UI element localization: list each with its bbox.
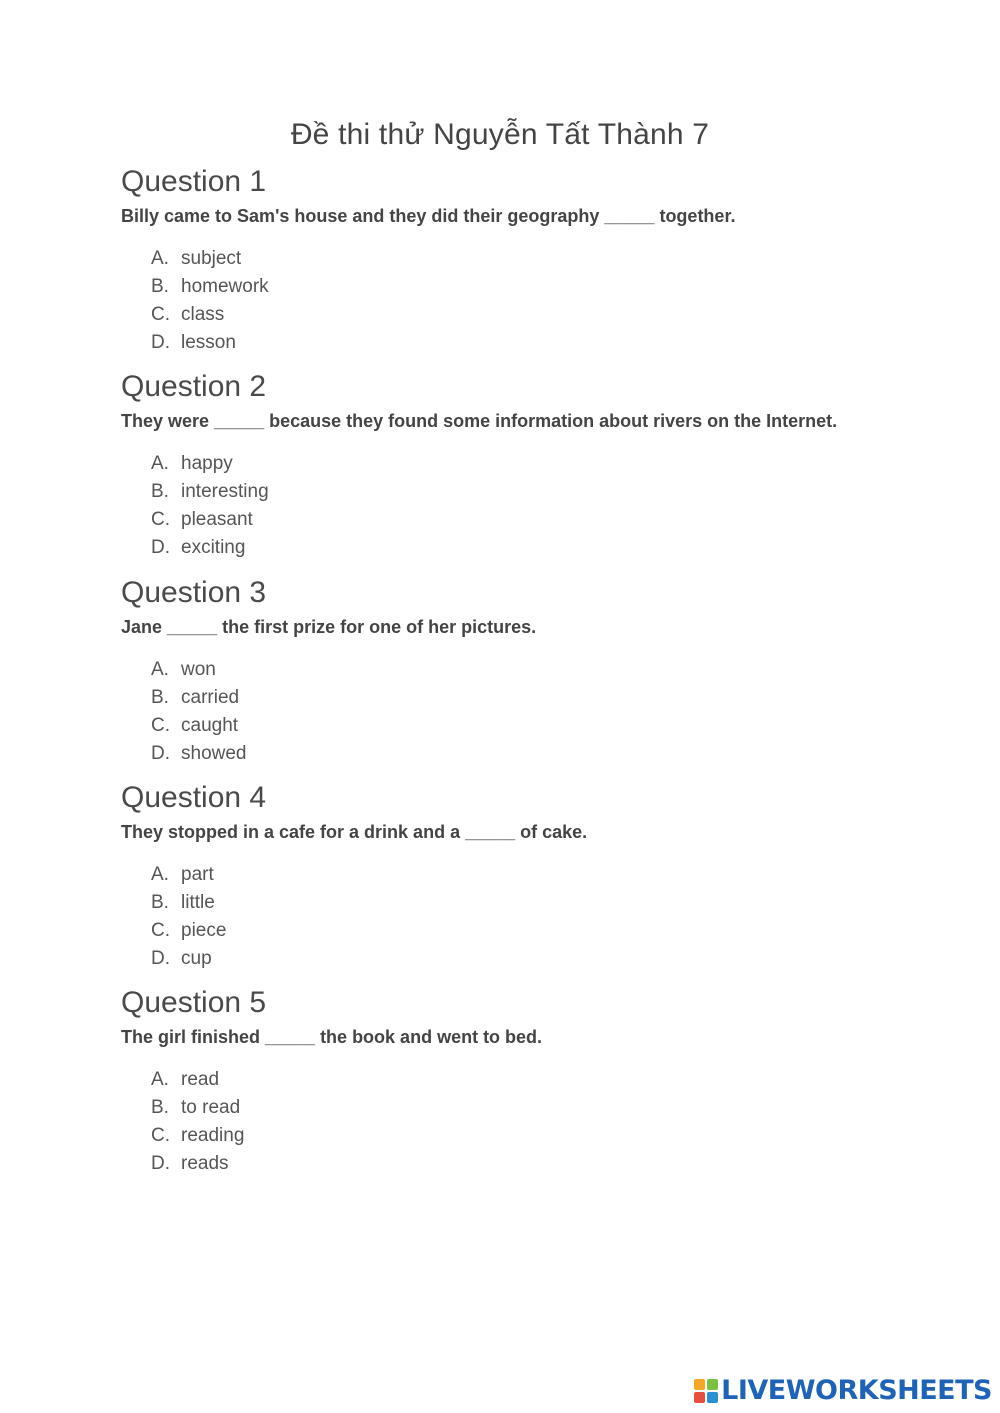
option-letter: B.	[151, 276, 169, 297]
option-d[interactable]	[121, 740, 941, 768]
option-text: reading	[181, 1125, 245, 1146]
question-prompt: They were _____ because they found some information about rivers on the Internet.	[121, 411, 838, 431]
option-letter: D.	[151, 743, 170, 764]
option-text: cup	[181, 948, 212, 969]
logo-tile	[694, 1379, 705, 1390]
option-letter: A.	[151, 864, 169, 885]
option-b[interactable]	[121, 684, 941, 712]
question-prompt: Billy came to Sam's house and they did their geography _____ together.	[121, 206, 736, 226]
answer-options	[121, 861, 941, 973]
question-3	[121, 575, 941, 768]
logo-tile	[707, 1379, 718, 1390]
option-text: showed	[181, 743, 247, 764]
option-letter: B.	[151, 892, 169, 913]
option-d[interactable]	[121, 1150, 941, 1178]
option-text: exciting	[181, 537, 246, 558]
option-text: homework	[181, 276, 269, 297]
option-b[interactable]	[121, 889, 941, 917]
option-text: caught	[181, 715, 239, 736]
page-title: Đề thi thử Nguyễn Tất Thành 7	[290, 118, 710, 151]
option-a[interactable]	[121, 656, 941, 684]
question-heading: Question 2	[121, 370, 267, 403]
option-text: read	[181, 1069, 220, 1090]
option-d[interactable]	[121, 329, 941, 357]
answer-options	[121, 450, 941, 562]
option-text: little	[181, 892, 215, 913]
question-prompt: The girl finished _____ the book and went to bed.	[121, 1027, 543, 1047]
option-letter: B.	[151, 687, 169, 708]
option-letter: C.	[151, 1125, 170, 1146]
option-a[interactable]	[121, 1066, 941, 1094]
option-b[interactable]	[121, 1094, 941, 1122]
option-letter: C.	[151, 920, 170, 941]
liveworksheets-logo-icon	[694, 1379, 718, 1403]
option-letter: A.	[151, 453, 169, 474]
option-letter: C.	[151, 715, 170, 736]
option-a[interactable]	[121, 450, 941, 478]
option-letter: A.	[151, 659, 169, 680]
option-text: won	[181, 659, 216, 680]
option-b[interactable]	[121, 273, 941, 301]
liveworksheets-logo[interactable]	[694, 1375, 992, 1407]
option-text: class	[181, 304, 225, 325]
question-heading: Question 5	[121, 986, 267, 1019]
question-heading: Question 3	[121, 576, 267, 609]
question-prompt: Jane _____ the first prize for one of her pictures.	[121, 617, 537, 637]
option-b[interactable]	[121, 478, 941, 506]
option-text: happy	[181, 453, 233, 474]
logo-text: LIVEWORKSHEETS	[721, 1375, 992, 1406]
answer-options	[121, 1066, 941, 1178]
option-c[interactable]	[121, 712, 941, 740]
option-text: reads	[181, 1153, 229, 1174]
answer-options	[121, 245, 941, 357]
option-letter: D.	[151, 948, 170, 969]
logo-tile	[694, 1392, 705, 1403]
question-4	[121, 780, 941, 973]
option-text: subject	[181, 248, 242, 269]
option-text: pleasant	[181, 509, 253, 530]
option-c[interactable]	[121, 1122, 941, 1150]
option-c[interactable]	[121, 917, 941, 945]
option-text: part	[181, 864, 214, 885]
question-1	[121, 164, 941, 357]
question-heading: Question 1	[121, 165, 267, 198]
option-a[interactable]	[121, 861, 941, 889]
option-letter: B.	[151, 1097, 169, 1118]
option-text: piece	[181, 920, 227, 941]
answer-options	[121, 656, 941, 768]
option-c[interactable]	[121, 506, 941, 534]
option-d[interactable]	[121, 534, 941, 562]
option-letter: A.	[151, 248, 169, 269]
question-5	[121, 985, 941, 1178]
option-letter: D.	[151, 332, 170, 353]
option-text: interesting	[181, 481, 269, 502]
option-d[interactable]	[121, 945, 941, 973]
option-c[interactable]	[121, 301, 941, 329]
option-letter: B.	[151, 481, 169, 502]
option-a[interactable]	[121, 245, 941, 273]
option-letter: A.	[151, 1069, 169, 1090]
logo-tile	[707, 1392, 718, 1403]
option-letter: D.	[151, 537, 170, 558]
option-text: carried	[181, 687, 240, 708]
option-letter: C.	[151, 304, 170, 325]
option-letter: D.	[151, 1153, 170, 1174]
option-text: to read	[181, 1097, 241, 1118]
question-2	[121, 369, 941, 562]
option-text: lesson	[181, 332, 236, 353]
option-letter: C.	[151, 509, 170, 530]
question-heading: Question 4	[121, 781, 267, 814]
question-prompt: They stopped in a cafe for a drink and a _____ of cake.	[121, 822, 588, 842]
